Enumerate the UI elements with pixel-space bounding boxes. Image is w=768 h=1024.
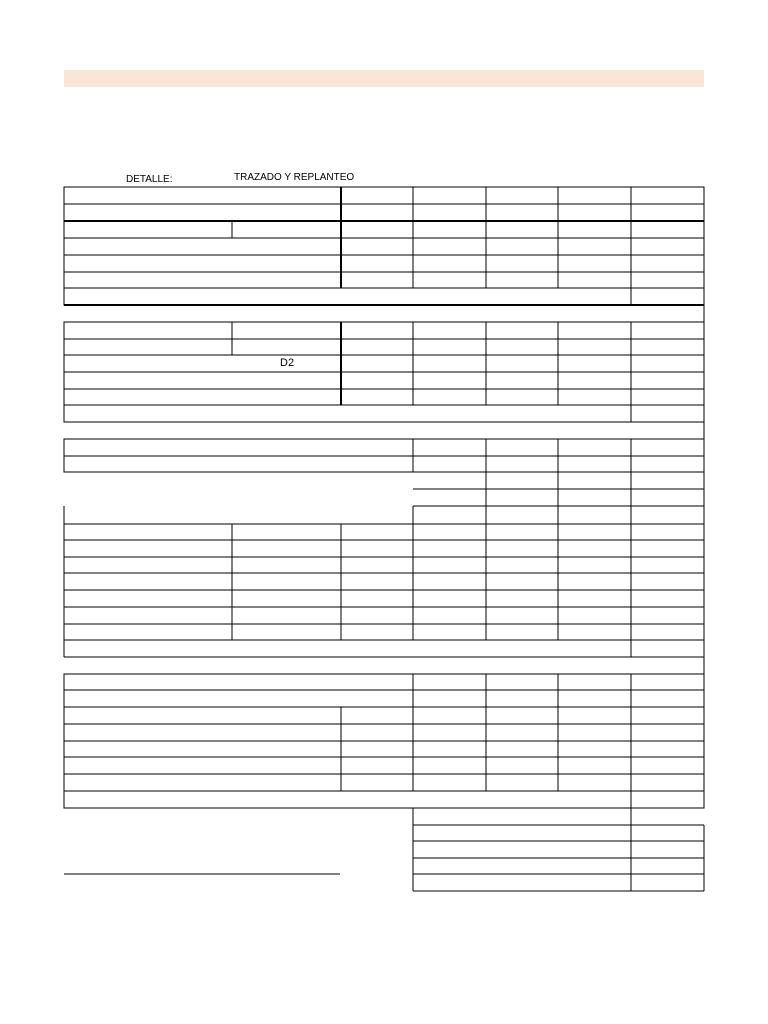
block-1-table xyxy=(64,187,704,305)
summary-table xyxy=(413,808,704,891)
block-4-table xyxy=(64,674,704,808)
section-2-code-cell: D2 xyxy=(280,357,295,369)
block-2-table xyxy=(64,305,704,439)
detalle-value: TRAZADO Y REPLANTEO xyxy=(234,172,355,183)
detalle-label: DETALLE: xyxy=(126,174,173,185)
block-3-table xyxy=(64,439,704,674)
